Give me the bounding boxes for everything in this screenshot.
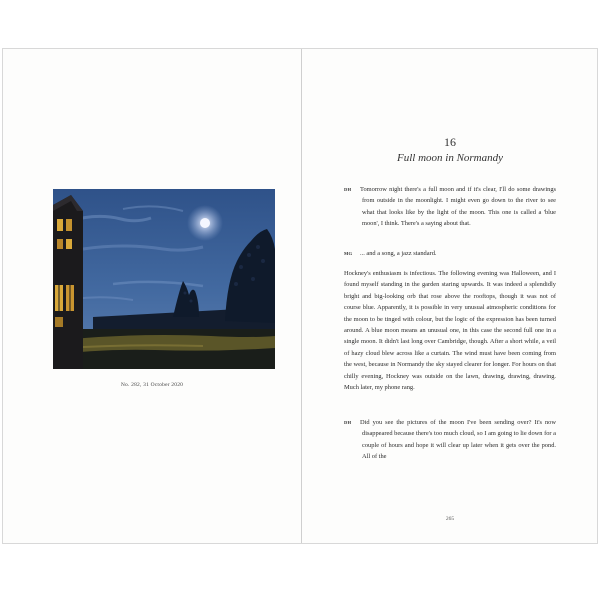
left-page — [3, 49, 301, 543]
right-page — [302, 49, 598, 543]
dialogue-text: Did you see the pictures of the moon I've been sending over? It's now disappeared because there's too much cloud, so I am going to lie down for a couple of hours and hope it will clear up later when it gets over the pond. All of the — [360, 419, 556, 461]
speaker-label: MG — [344, 251, 353, 256]
speaker-label: DH — [344, 420, 352, 425]
illustration-art — [53, 189, 275, 369]
dialogue-paragraph-1 — [344, 184, 556, 230]
dialogue-text: Tomorrow night there's a full moon and if it's clear, I'll do some drawings from outside in the moonlight. I might even go down to the river to see what that looks like by the light of the moon. This one is called a 'blue moon', I think. There's a saying about that. — [360, 186, 556, 228]
dialogue-text: ... and a song, a jazz standard. — [360, 250, 437, 257]
moonlit-garden-illustration — [53, 189, 275, 369]
book-spread — [2, 48, 598, 544]
chapter-number: 16 — [444, 135, 456, 149]
chapter-title: Full moon in Normandy — [396, 152, 504, 164]
narrative-paragraph — [344, 268, 556, 393]
speaker-label: DH — [344, 187, 352, 192]
page-number: 265 — [445, 516, 455, 522]
dialogue-paragraph-3 — [344, 417, 556, 463]
dialogue-paragraph-2 — [344, 248, 556, 259]
narrative-text: Hockney's enthusiasm is infectious. The following evening was Halloween, and I found myself standing in the garden staring upwards. It was indeed a splendidly bright and big-looking orb that rose above the rooftops, though it was not of course blue. Apparently, it is possible in very unusual atmospheric conditions for the moon to be tinged with colour, but the logic of the expression has been turned around. A blue moon means an unusual one, in this case the second full one in a single moon. It didn't last long over Cambridge, though. After a short while, a veil of hazy cloud blew across like a curtain. The wind must have been coming from the west, because in Normandy the sky stayed clearer for longer. For hours on that chilly evening, Hockney was outside on the lawn, drawing, drawing, drawing. Much later, my phone rang. — [344, 270, 556, 392]
illustration-caption: No. 282, 31 October 2020 — [120, 382, 184, 388]
